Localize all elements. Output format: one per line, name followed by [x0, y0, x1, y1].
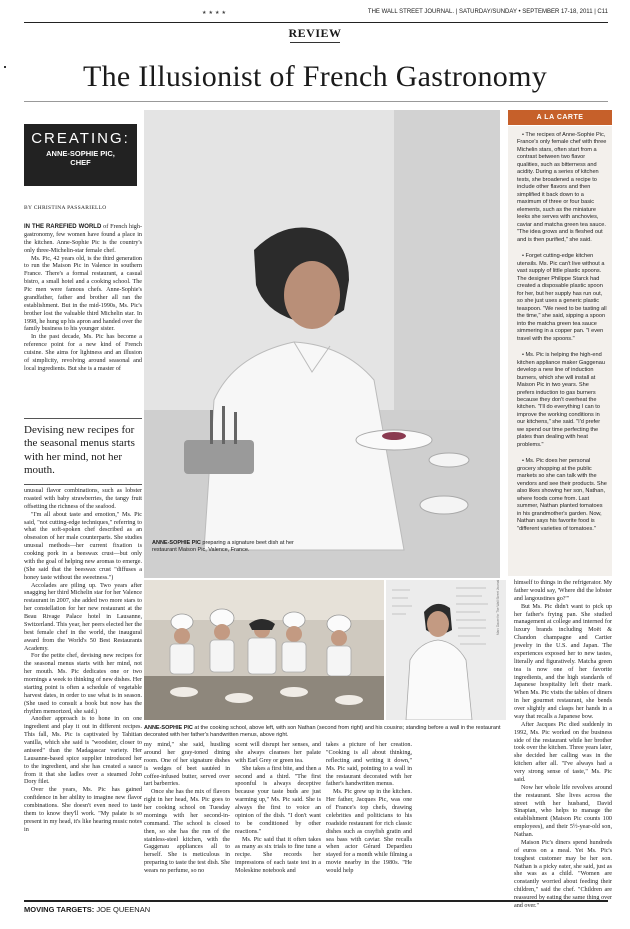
article-column-3: [235, 742, 321, 876]
sidebar-a-la-carte: [508, 126, 612, 576]
lead-paragraph: IN THE RAREFIED WORLD of French high-gastronomy, few women have found a place in the kitchen. Anne-Sophie Pic is the country's only three-Michelin-star female chef.: [24, 224, 142, 254]
masthead-rule: [24, 22, 608, 23]
lead-in: IN THE RAREFIED WORLD: [24, 224, 102, 230]
masthead: [24, 8, 608, 22]
caption-name: ANNE-SOPHIE PIC: [144, 725, 193, 731]
bottom-photos-caption: ANNE-SOPHIE PIC at the cooking school, above left, with son Nathan (second from right) and his cousins; standing before a wall in the restaurant decorated with her father's handwritten menus, above right.: [144, 725, 501, 739]
footer-label: MOVING TARGETS:: [24, 905, 95, 914]
paragraph: After Jacques Pic died suddenly in 1992, Ms. Pic worked on the business side of the restaurant while her brother took over the kitchen. Three years later, she decided her calling was in the kitchen after all. "I've always had a very strong sense of taste," Ms. Pic said.: [514, 721, 612, 783]
article-column-1: [24, 224, 142, 374]
headline-rule: [24, 101, 608, 102]
paragraph: Another approach is to hone in on one ingredient and play it out in different recipes. This fall, Ms. Pic is captivated by Tahitian vanilla, which she said is "woodsier, closer to aniseed" than the Madagascar variety. Her Lausanne-based spice supplier introduced her to the ingredient, and she has created a sauce from it that she ladles over a steamed John Dory filet.: [24, 716, 142, 786]
paragraph: Accolades are piling up. Two years after snagging her third Michelin star for her Valence restaurant in 2007, she added two more stars to her constellation for her new restaurant at the Beau Rivage Palace hotel in Lausanne, Switzerland. This year, her peers elected her the best female chef in the world, the inaugural award from the World's 50 Best Restaurants Academy.: [24, 582, 142, 652]
article-column-5: [514, 580, 612, 911]
paragraph: Over the years, Ms. Pic has gained confidence in her ability to imagine new flavor combinations. She doesn't even need to taste them to know they'll work. "My palate is so present in my head, it's like hearing music notes in: [24, 787, 142, 833]
paragraph: Ms. Pic said that it often takes as many as six trials to fine tune a recipe. She records her impressions of each taste test in a Moleskine notebook and: [235, 836, 321, 874]
paragraph: Once she has the mix of flavors right in her head, Ms. Pic goes to her cooking school on Tuesday mornings with her second-in-command. The school is closed then, so she has the run of the stainless-steel kitchen, with the Gaggenau appliances all to herself. She is meticulous in preparing to taste the test dish. She wears no perfume, so no: [144, 789, 230, 874]
footer-author: JOE QUEENAN: [94, 905, 151, 914]
photo-chef-plating: [144, 110, 500, 578]
section-rule: [290, 42, 340, 43]
sidebar-title: A LA CARTE: [508, 110, 612, 125]
paragraph: Now her whole life revolves around the restaurant. She lives across the street with her husband, David Sinapian, who helps to manage the establishment (Maison Pic counts 100 employees), and their 5½-year-old son, Nathan.: [514, 784, 612, 838]
paragraph: But Ms. Pic didn't want to pick up her father's frying pan. She studied management at college and interned for luxury brands including Moët & Chandon champagne and Cartier jewelry in the U.S. and Japan. The experiences exposed her to new tastes, literally and figuratively. Matcha green tea is now one of her favorite ingredients, and the high standards of Japanese hospitality left their mark. When Ms. Pic visits the tables of diners in her gourmet restaurant, she bends over slightly and clasps her hands in a way that recalls a Japanese bow.: [514, 603, 612, 720]
paragraph: She takes a first bite, and then a second and a third. "The first spoonful is always deceptive because your taste buds are just warming up," Ms. Pic said. She is always the first to voice an opinion of the dish. "I don't want to be conditioned by other reactions.": [235, 765, 321, 835]
paragraph: For the petite chef, devising new recipes for the seasonal menus starts with her mind, not her mouth. Ms. Pic dedicates one or two mornings a week to thinking of new dishes. Her starting point is often a schedule of vegetable harvest dates, in order to use what is in season. (She used to consult a book but now has the rhythm memorized, she said.): [24, 653, 142, 715]
footer-teaser[interactable]: [24, 905, 150, 914]
paragraph: unusual flavor combinations, such as lobster roasted with baby strawberries, the tangy fruit offsetting the richness of the seafood.: [24, 488, 142, 510]
kicker-box: [24, 124, 137, 186]
paragraph: "I'm all about taste and emotion," Ms. Pic said, "not cutting-edge techniques," referring to what the soft-spoken chef described as an obsession of her male counterparts. She studies unusual methods—her current fixation is cooking pork in a beeswax crust—but only with the goal of helping new aromas to emerge. (She said that the beeswax crust "diffuses a honey taste without the sweetness."): [24, 511, 142, 581]
byline: BY CHRISTINA PASSARIELLO: [24, 205, 107, 211]
photo-cooking-school: [144, 580, 384, 720]
kids-illustration: [144, 580, 384, 720]
pull-quote: Devising new recipes for the seasonal menus starts with her mind, not her mouth.: [24, 418, 142, 485]
footer-rule: [24, 900, 608, 902]
sidebar-item: • Forget cutting-edge kitchen utensils. Ms. Pic can't live without a vast supply of little plastic spoons. The designer Philippe Starck had created a disposable plastic spoon for her, but her supply has run out, so she just uses a generic plastic teaspoon. "We need to be tasting all the time," she said, sipping a spoon into the matcha green tea sauce simmering in a copper pan. "I even travel with the spoons.": [517, 253, 607, 342]
paragraph: takes a picture of her creation. "Cooking is all about thinking, reflecting and writing it down," Ms. Pic said, pointing to a wall in the restaurant decorated with her father's handwritten menus.: [326, 742, 412, 788]
article-column-4: [326, 742, 412, 876]
kicker-role: CHEF: [70, 158, 91, 168]
folio-line: THE WALL STREET JOURNAL. | SATURDAY/SUNDAY • SEPTEMBER 17-18, 2011 | C11: [367, 9, 608, 15]
paragraph: himself to things in the refrigerator. My father would say, 'Where did the lobster and langoustines go?'": [514, 580, 612, 602]
article-column-2: [144, 742, 230, 876]
kicker-label: CREATING:: [31, 130, 130, 147]
sidebar-item: • Ms. Pic is helping the high-end kitchen appliance maker Gaggenau develop a new line of induction burners, which she will install at Maison Pic in two years. She prefers induction to gas burners because they don't overheat the kitchen. "I'll do everything I can to improve the working conditions in our kitchens," she said. "I'd prefer we spend our time perfecting the plates than dealing with heat problems.": [517, 352, 606, 448]
caption-name: ANNE-SOPHIE PIC: [152, 540, 201, 546]
kicker-name: ANNE-SOPHIE PIC,: [46, 149, 115, 158]
section-label: REVIEW: [288, 26, 342, 40]
chef-illustration: [144, 110, 500, 578]
edition-stars: ★★★★: [202, 10, 228, 16]
paragraph: In the past decade, Ms. Pic has become a reference point for a new kind of French cuisine. She aims for lightness and an illusion of simplicity, revolving around seasonal and local ingredients. But she is a master of: [24, 334, 142, 372]
article-column-1b: [24, 488, 142, 835]
headline: The Illusionist of French Gastronomy: [82, 60, 548, 93]
main-photo-caption: ANNE-SOPHIE PIC preparing a signature beet dish at her restaurant Maison Pic, Valence, France.: [152, 540, 294, 554]
paragraph: my mind," she said, hustling around her gray-toned dining room. One of her signature dishes is wedges of beet sautéed in coffee-infused butter, served over tart barberries.: [144, 742, 230, 788]
portrait-illustration: [386, 580, 506, 720]
photo-credit: Marc Dauer for The Wall Street Journal: [496, 579, 500, 635]
sidebar-item: • The recipes of Anne-Sophie Pic, France's only female chef with three Michelin stars, often start from a contrast between two flavor qualities, such as bitterness and acidity. During a series of kitchen tests, she broadened a recipe to include other flavors and then simplified it back down to a maximum of three or four basic elements, such as the miniature leeks she serves with anchovies, caviar and matcha green tea sauce. "The idea grows and is fleshed out and is then purified," she said.: [517, 132, 607, 243]
sidebar-item: • Ms. Pic does her personal grocery shopping at the public markets so she can talk with the vendors and see their products. She also likes showing her son, Nathan, where foods come from. Last summer, Nathan planted tomatoes in his grandmother's garden. Now, Nathan says his favorite food is "different varieties of tomatoes.": [517, 458, 607, 532]
paragraph: scent will disrupt her senses, and she always cleanses her palate with Earl Grey or green tea.: [235, 742, 321, 764]
paragraph: Ms. Pic, 42 years old, is the third generation to run the Maison Pic in Valence in southern France. There's a formal restaurant, a casual bistro, a small hotel and a cooking school. The Pic men were famous chefs. Anne-Sophie's grandfather, father and brother all ran the establishment. But in the mid-1990s, Ms. Pic's brother lost the valuable third Michelin star. In 1998, he hung up his apron and handed over the family business to his younger sister.: [24, 255, 143, 333]
paragraph: Maison Pic's diners spend hundreds of euros on a meal. Yet Ms. Pic's toughest customer may be her son. Nathan is a picky eater, she said, just as she was as a child. "Women are constantly worried about feeding their children," said the chef. "Children are reassured by eating the same thing over and over.": [514, 839, 612, 909]
photo-chef-portrait: [386, 580, 506, 720]
paragraph: Ms. Pic grew up in the kitchen. Her father, Jacques Pic, was one of France's top chefs, drawing celebrities and politicians to his roadside restaurant for rich classic dishes such as crayfish gratin and sea bass with caviar. She recalls when actor Gérard Depardieu stayed for a month while filming a movie nearby in the 1980s. "He would help: [326, 789, 412, 874]
